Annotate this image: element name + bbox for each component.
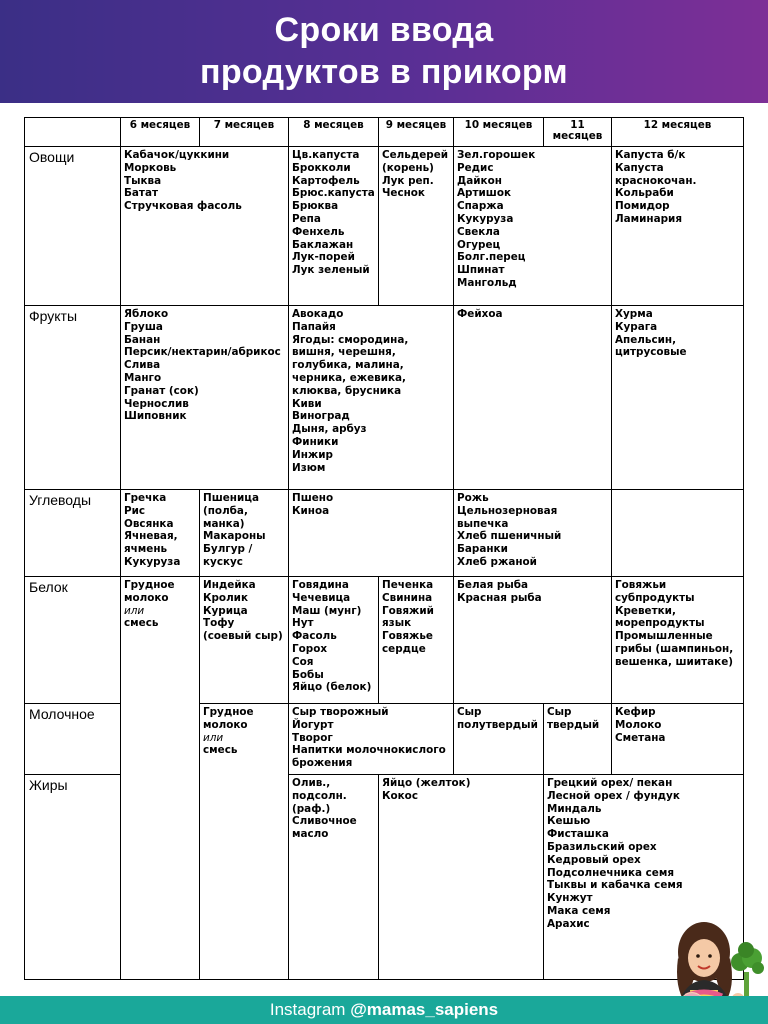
list-item: Кокос: [382, 789, 418, 802]
list-item: Кукуруза: [457, 212, 514, 225]
list-item: Индейка: [203, 579, 256, 591]
list-item: Мака семя: [547, 904, 611, 917]
list-item: Свекла: [457, 225, 500, 238]
list-item: Бобы: [292, 668, 324, 681]
list-item: Белая рыба: [457, 579, 528, 591]
list-item: Папайя: [292, 320, 336, 333]
list-item: Арахис: [547, 917, 590, 930]
list-item: Спаржа: [457, 200, 504, 213]
instagram-handle-link[interactable]: @mamas_sapiens: [350, 1000, 499, 1019]
protein-m8-cell: [289, 577, 379, 704]
list-item: Подсолнечника семя: [547, 866, 675, 879]
protein-m6-cell: [121, 577, 200, 980]
list-item: (полба,: [203, 504, 248, 517]
list-item: Соя: [292, 655, 314, 668]
list-item: смесь: [203, 744, 238, 757]
list-item: Цв.капуста: [292, 149, 360, 161]
list-item: Ягоды: смородина,: [292, 333, 409, 346]
list-item: Говяжий: [382, 604, 434, 617]
list-item: субпродукты: [615, 591, 695, 604]
list-item: твердый: [547, 718, 600, 731]
list-item: Груша: [124, 320, 163, 333]
dairy-m12-cell: [612, 704, 744, 775]
list-item: Чеснок: [382, 187, 425, 200]
list-item: Зел.горошек: [457, 149, 536, 161]
fruits-m10-11-cell: [454, 306, 612, 490]
fruits-m8-9-cell: [289, 306, 454, 490]
list-item: Картофель: [292, 174, 360, 187]
list-item: Яйцо (желток): [382, 777, 471, 789]
list-item: Печенка: [382, 579, 434, 591]
header-row: [25, 118, 744, 147]
list-item: Артишок: [457, 187, 512, 200]
list-item: Баранки: [457, 543, 508, 556]
list-item: (корень): [382, 161, 434, 174]
list-item: Сыр: [547, 706, 572, 718]
list-item: Авокадо: [292, 308, 344, 320]
mother-face: [688, 939, 720, 977]
month-6-header: 6 месяцев: [121, 118, 200, 147]
list-item: Манго: [124, 371, 162, 384]
list-item: Грецкий орех/ пекан: [547, 777, 673, 789]
list-item: Кабачок/цуккини: [124, 149, 230, 161]
list-item: (раф.): [292, 802, 331, 815]
list-item: Фейхоа: [457, 308, 503, 320]
list-item: Цельнозерновая: [457, 504, 558, 517]
protein-label: Белок: [25, 577, 121, 704]
list-item: Брюс.капуста: [292, 187, 375, 200]
month-9-header: 9 месяцев: [379, 118, 454, 147]
dairy-m10-cell: [454, 704, 544, 775]
protein-m9-cell: [379, 577, 454, 704]
header-banner: [0, 0, 768, 103]
list-item: клюква, брусника: [292, 384, 402, 397]
list-item: выпечка: [457, 517, 509, 530]
dairy-m11-cell: [544, 704, 612, 775]
list-item: Кефир: [615, 706, 656, 718]
list-item: Курага: [615, 320, 658, 333]
list-item: сердце: [382, 642, 426, 655]
list-item: цитрусовые: [615, 346, 687, 359]
list-item: или: [124, 604, 145, 617]
list-item: Горох: [292, 642, 328, 655]
list-item: молоко: [124, 591, 169, 604]
list-item: ячмень: [124, 543, 168, 556]
list-item: Маш (мунг): [292, 604, 362, 617]
list-item: Говяжьи: [615, 579, 667, 591]
fats-label: Жиры: [25, 775, 121, 980]
list-item: подсолн.: [292, 789, 347, 802]
list-item: Болг.перец: [457, 251, 526, 264]
list-item: Молоко: [615, 718, 662, 731]
list-item: черника, ежевика,: [292, 371, 407, 384]
eye-right: [708, 954, 712, 958]
fruits-row: [25, 306, 744, 490]
vegetables-row: [25, 147, 744, 306]
list-item: Хлеб пшеничный: [457, 530, 562, 543]
list-item: Лук реп.: [382, 174, 434, 187]
list-item: Свинина: [382, 591, 433, 604]
protein-m10-11-cell: [454, 577, 612, 704]
fruits-m6-7-cell: [121, 306, 289, 490]
list-item: Фасоль: [292, 630, 337, 643]
list-item: Булгур /: [203, 543, 253, 556]
list-item: морепродукты: [615, 617, 705, 630]
list-item: Изюм: [292, 461, 326, 474]
fats-m8-9-cell: [379, 775, 544, 980]
list-item: вишня, черешня,: [292, 346, 396, 359]
list-item: Чечевица: [292, 591, 351, 604]
list-item: Шпинат: [457, 264, 505, 277]
list-item: Дыня, арбуз: [292, 423, 367, 436]
list-item: Фисташка: [547, 828, 609, 841]
page-title-line2: продуктов в прикорм: [200, 53, 568, 91]
vegetables-m6-7-cell: [121, 147, 289, 306]
list-item: Тыквы и кабачка семя: [547, 879, 683, 892]
list-item: Финики: [292, 435, 339, 448]
list-item: Рис: [124, 504, 146, 517]
fruits-label: Фрукты: [25, 306, 121, 490]
protein-row: [25, 577, 744, 704]
list-item: грибы (шампиньон,: [615, 642, 734, 655]
list-item: Баклажан: [292, 238, 354, 251]
list-item: Хурма: [615, 308, 653, 320]
list-item: масло: [292, 828, 329, 841]
list-item: Лесной орех / фундук: [547, 789, 680, 802]
list-item: Пшено: [292, 492, 334, 504]
list-item: Сметана: [615, 731, 666, 744]
month-10-header: 10 месяцев: [454, 118, 544, 147]
list-item: Бразильский орех: [547, 840, 657, 853]
vegetables-m9-cell: [379, 147, 454, 306]
carbs-row: [25, 490, 744, 577]
list-item: Слива: [124, 359, 161, 372]
list-item: краснокочан.: [615, 174, 697, 187]
month-7-header: 7 месяцев: [200, 118, 289, 147]
list-item: Хлеб ржаной: [457, 555, 537, 568]
page-title-line1: Сроки ввода: [274, 11, 494, 49]
fruits-m12-cell: [612, 306, 744, 490]
protein-m12-cell: [612, 577, 744, 704]
list-item: Сливочное: [292, 815, 357, 828]
list-item: Креветки,: [615, 604, 676, 617]
list-item: Кешью: [547, 815, 591, 828]
carbs-m10-11-cell: [454, 490, 612, 577]
broccoli-floret: [738, 942, 754, 958]
list-item: Брокколи: [292, 161, 351, 174]
vegetables-m12-cell: [612, 147, 744, 306]
list-item: Мангольд: [457, 276, 517, 289]
list-item: Капуста: [615, 161, 664, 174]
list-item: Грудное: [203, 706, 254, 718]
list-item: (соевый сыр): [203, 630, 283, 643]
list-item: Ламинария: [615, 212, 682, 225]
list-item: Фенхель: [292, 225, 345, 238]
list-item: Репа: [292, 212, 321, 225]
list-item: Яблоко: [124, 308, 169, 320]
list-item: брожения: [292, 757, 353, 770]
broccoli-floret: [752, 962, 764, 974]
vegetables-label: Овощи: [25, 147, 121, 306]
list-item: Стручковая фасоль: [124, 200, 242, 213]
list-item: вешенка, шиитаке): [615, 655, 733, 668]
carbs-label: Углеводы: [25, 490, 121, 577]
list-item: Редис: [457, 161, 494, 174]
list-item: язык: [382, 617, 412, 630]
list-item: Морковь: [124, 161, 177, 174]
list-item: Лук-порей: [292, 251, 355, 264]
list-item: Нут: [292, 617, 314, 630]
eye-left: [696, 954, 700, 958]
list-item: Сельдерей: [382, 149, 449, 161]
vegetables-m10-11-cell: [454, 147, 612, 306]
list-item: Капуста б/к: [615, 149, 686, 161]
list-item: манка): [203, 517, 245, 530]
list-item: Виноград: [292, 410, 350, 423]
list-item: Лук зеленый: [292, 264, 370, 277]
intro-schedule-table: [24, 117, 744, 980]
list-item: молоко: [203, 718, 248, 731]
list-item: Йогурт: [292, 718, 334, 731]
carbs-m12-cell: [612, 490, 744, 577]
list-item: Шиповник: [124, 410, 187, 423]
list-item: Батат: [124, 187, 158, 200]
list-item: Пшеница: [203, 492, 259, 504]
list-item: Миндаль: [547, 802, 602, 815]
list-item: Олив.,: [292, 777, 331, 789]
list-item: Говяжье: [382, 630, 433, 643]
dairy-m7-cell: [200, 704, 289, 980]
list-item: Инжир: [292, 448, 333, 461]
month-8-header: 8 месяцев: [289, 118, 379, 147]
month-11-header: 11 месяцев: [544, 118, 612, 147]
list-item: Кольраби: [615, 187, 674, 200]
list-item: Апельсин,: [615, 333, 677, 346]
fats-m7-cell: [289, 775, 379, 980]
list-item: Макароны: [203, 530, 266, 543]
list-item: или: [203, 731, 224, 744]
list-item: Яйцо (белок): [292, 681, 372, 694]
carbs-m8-9-cell: [289, 490, 454, 577]
dairy-label: Молочное: [25, 704, 121, 775]
protein-m7-cell: [200, 577, 289, 704]
list-item: Кролик: [203, 591, 249, 604]
footer-prefix: Instagram: [269, 1000, 351, 1019]
list-item: Рожь: [457, 492, 489, 504]
list-item: Напитки молочнокислого: [292, 744, 446, 757]
list-item: Банан: [124, 333, 161, 346]
list-item: Помидор: [615, 200, 670, 213]
month-12-header: 12 месяцев: [612, 118, 744, 147]
list-item: кускус: [203, 555, 243, 568]
dairy-m8-9-cell: [289, 704, 454, 775]
list-item: Ячневая,: [124, 530, 178, 543]
list-item: Сыр: [457, 706, 482, 718]
list-item: Дайкон: [457, 174, 502, 187]
list-item: Говядина: [292, 579, 349, 591]
list-item: Грудное: [124, 579, 175, 591]
list-item: Тыква: [124, 174, 162, 187]
list-item: Персик/нектарин/абрикос: [124, 346, 281, 359]
list-item: Огурец: [457, 238, 501, 251]
header-corner-cell: [25, 118, 121, 147]
list-item: Курица: [203, 604, 248, 617]
vegetables-m8-cell: [289, 147, 379, 306]
list-item: полутвердый: [457, 718, 538, 731]
carbs-m6-cell: [121, 490, 200, 577]
list-item: Кедровый орех: [547, 853, 641, 866]
list-item: Брюква: [292, 200, 339, 213]
list-item: Гранат (сок): [124, 384, 199, 397]
list-item: Сыр творожный: [292, 706, 389, 718]
list-item: смесь: [124, 617, 159, 630]
list-item: Красная рыба: [457, 591, 542, 604]
list-item: Киви: [292, 397, 322, 410]
list-item: Гречка: [124, 492, 167, 504]
list-item: Чернослив: [124, 397, 189, 410]
list-item: Овсянка: [124, 517, 174, 530]
list-item: Творог: [292, 731, 333, 744]
footer-banner: [0, 996, 768, 1024]
list-item: Промышленные: [615, 630, 713, 643]
list-item: Тофу: [203, 617, 235, 630]
list-item: Киноа: [292, 504, 330, 517]
list-item: Кукуруза: [124, 555, 181, 568]
carbs-m7-cell: [200, 490, 289, 577]
list-item: Кунжут: [547, 892, 593, 905]
list-item: голубика, малина,: [292, 359, 404, 372]
